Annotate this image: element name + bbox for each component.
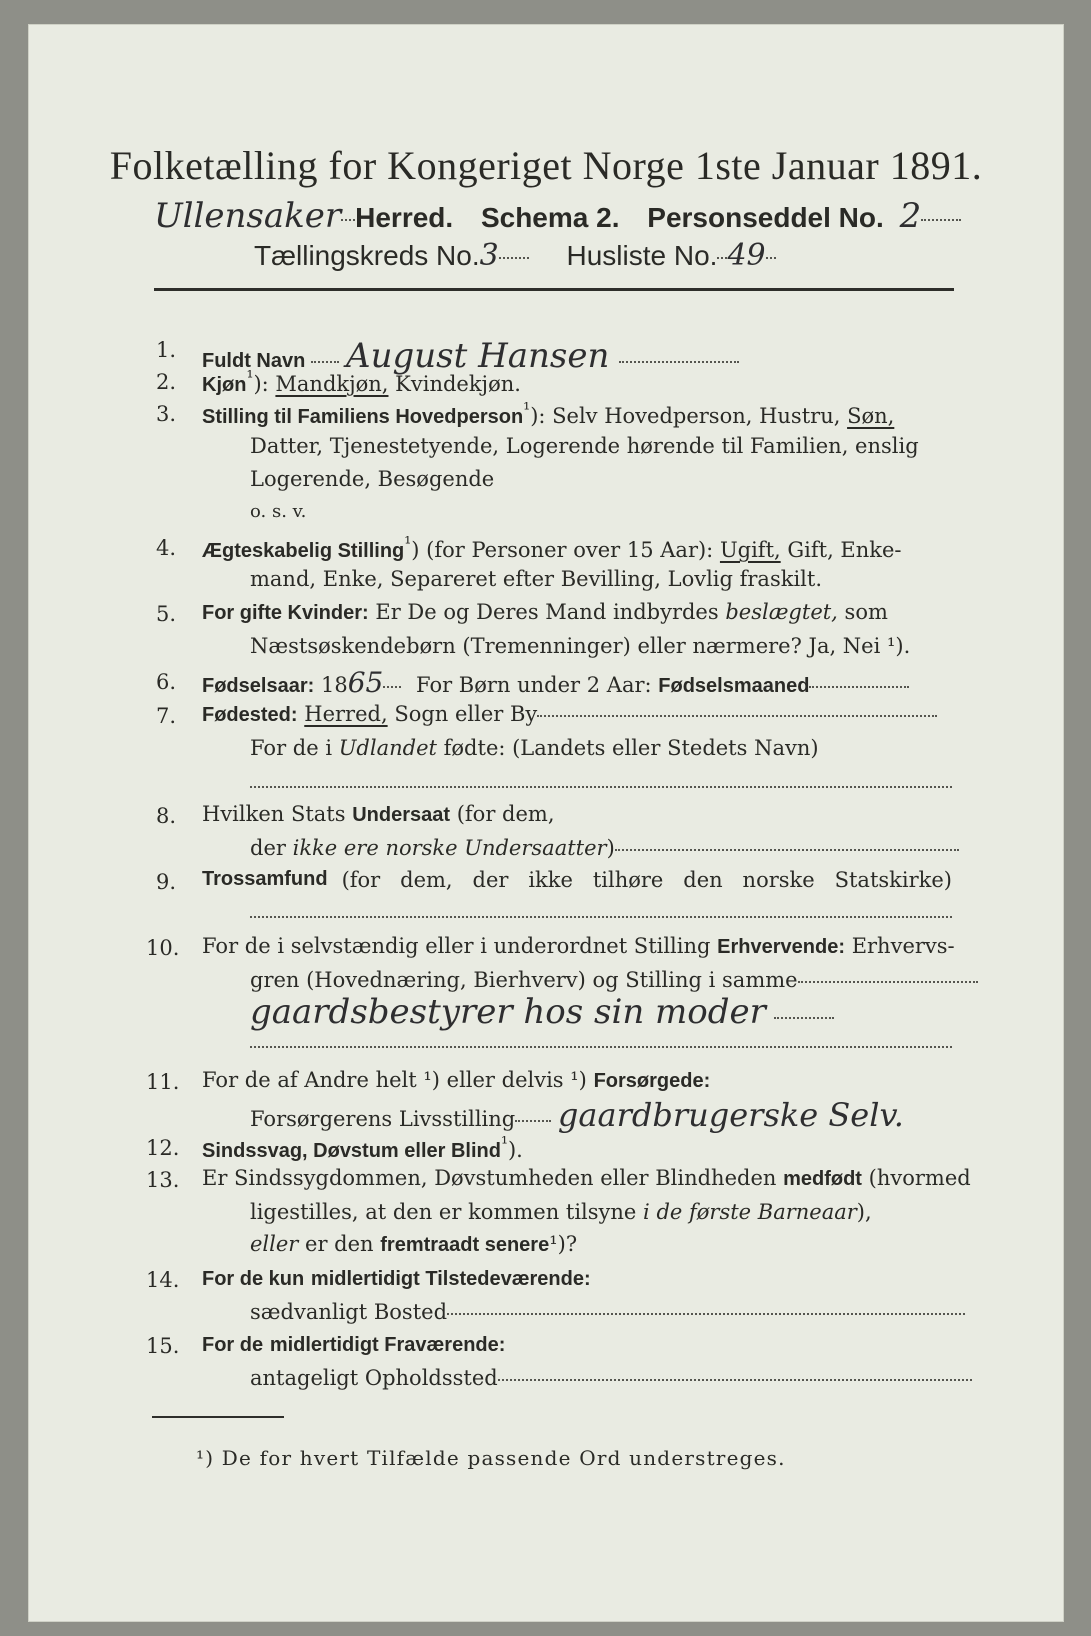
birthplace-line2-italic: Udlandet — [338, 736, 437, 760]
married-women-text: Er De og Deres Mand indbyrdes — [375, 600, 719, 624]
birthplace-line2-text: For de i — [250, 736, 333, 760]
dotted-leader — [499, 256, 529, 259]
married-women-label: For gifte Kvinder: — [202, 602, 369, 624]
citizenship-line2-end: ) — [606, 836, 615, 860]
later-onset-label: fremtraadt senere — [380, 1234, 550, 1256]
item-number: 5. — [155, 602, 176, 626]
item-number: 2. — [155, 370, 176, 394]
birth-year-label: Fødselsaar: — [202, 675, 315, 697]
citizenship-text: Hvilken Stats — [202, 802, 346, 826]
congenital-line3-end: ¹)? — [549, 1232, 578, 1256]
citizenship-label: Undersaat — [352, 804, 451, 826]
dotted-leader — [809, 685, 909, 688]
congenital-line3-italic: eller — [250, 1232, 299, 1256]
blank-answer-line — [250, 786, 952, 788]
birth-month-label: Fødselsmaaned — [658, 675, 810, 697]
family-position-line1 — [202, 400, 894, 429]
congenital-line2-italic: i de første Barneaar — [643, 1200, 857, 1224]
citizenship-text2: (for dem, — [456, 802, 555, 826]
kreds-label: Tællingskreds No. — [254, 240, 480, 271]
occupation-line1 — [202, 934, 955, 959]
birthplace-line2 — [250, 736, 819, 760]
religion-row — [202, 868, 952, 892]
family-position-line4: o. s. v. — [250, 501, 307, 522]
birthplace-line2-end: fødte: (Landets eller Stedets Navn) — [443, 736, 819, 760]
sex-option-male: Mandkjøn, — [275, 372, 389, 396]
footnote-rule — [152, 1416, 284, 1418]
birth-month-text: For Børn under 2 Aar: — [416, 673, 652, 697]
dotted-leader — [447, 1312, 965, 1315]
birth-year-value: 65 — [347, 666, 384, 699]
probable-stay-label: antageligt Opholdssted — [250, 1366, 498, 1390]
temporary-present-line2 — [250, 1300, 965, 1324]
full-name-value: August Hansen — [346, 336, 610, 376]
dotted-leader — [498, 1378, 972, 1381]
temporary-present-line1 — [202, 1266, 591, 1291]
dotted-leader — [383, 685, 401, 688]
married-women-line1 — [202, 600, 888, 625]
kreds-line — [254, 238, 776, 273]
family-position-selected: Søn, — [847, 404, 895, 428]
family-position-line3: Logerende, Besøgende — [250, 467, 495, 491]
married-women-line2: Næstsøskendebørn (Tremenninger) eller nærmere? Ja, Nei ¹). — [250, 634, 911, 658]
husliste-value: 49 — [727, 238, 766, 273]
disability-label: Sindssvag, Døvstum eller Blind — [202, 1140, 501, 1162]
census-form-page — [28, 24, 1064, 1622]
temporary-present-label: midlertidigt Tilstedeværende: — [310, 1268, 591, 1290]
marital-status-text: ) (for Personer over 15 Aar): — [411, 538, 714, 562]
congenital-line3-text: er den — [305, 1232, 374, 1256]
item-number: 3. — [155, 402, 176, 426]
congenital-line2-end: ), — [856, 1200, 872, 1224]
temporary-absent-line1 — [202, 1332, 505, 1357]
dotted-leader — [766, 256, 776, 259]
congenital-line2-text: ligestilles, at den er kommen tilsyne — [250, 1200, 637, 1224]
occupation-answer-row — [250, 992, 834, 1032]
dotted-leader — [619, 360, 739, 363]
temporary-absent-line2 — [250, 1366, 972, 1390]
birthplace-label: Fødested: — [202, 704, 298, 726]
footnote: ¹) De for hvert Tilfælde passende Ord understreges. — [196, 1446, 786, 1470]
item-number: 11. — [146, 1070, 180, 1094]
item-number: 14. — [146, 1268, 180, 1292]
item-number: 12. — [146, 1136, 180, 1160]
dotted-leader — [921, 218, 961, 221]
sex-row: Kjøn$^{^1}$): Mandkjøn, Kvindekjøn. — [202, 368, 521, 396]
herred-value: Ullensaker — [154, 196, 342, 236]
citizenship-line1 — [202, 802, 555, 827]
dependents-line1 — [202, 1068, 710, 1093]
item-number: 4. — [155, 536, 176, 560]
birthplace-selected: Herred, — [304, 702, 388, 726]
congenital-text: Er Sindssygdommen, Døvstumheden eller Blindheden — [202, 1166, 777, 1190]
full-name-label: Fuldt Navn — [202, 350, 306, 372]
family-position-line2: Datter, Tjenestetyende, Logerende hørende til Familien, enslig — [250, 434, 919, 458]
footnote-ref: ¹ — [246, 368, 254, 388]
usual-residence-label: sædvanligt Bosted — [250, 1300, 448, 1324]
temporary-absent-label: midlertidigt Fraværende: — [269, 1334, 506, 1356]
religion-label: Trossamfund — [202, 868, 328, 890]
item-number: 6. — [155, 670, 176, 694]
religion-text: (for dem, der ikke tilhøre den norske Statskirke) — [341, 868, 952, 892]
marital-status-label: Ægteskabelig Stilling — [202, 540, 405, 562]
blank-answer-line — [250, 916, 952, 918]
disability-end: ). — [507, 1138, 523, 1162]
dotted-leader — [537, 714, 937, 717]
dotted-leader — [798, 980, 978, 983]
personseddel-value: 2 — [899, 196, 922, 236]
congenital-label: medfødt — [783, 1168, 862, 1190]
supporter-occupation-value: gaardbrugerske Selv. — [557, 1096, 904, 1134]
birthplace-line1 — [202, 702, 937, 727]
form-title: Folketælling for Kongeriget Norge 1ste Januar 1891. — [109, 143, 983, 188]
herred-label: Herred. — [355, 202, 454, 233]
congenital-text-end: (hvormed — [868, 1166, 971, 1190]
herred-line — [154, 196, 961, 236]
temporary-absent-text: For de — [202, 1334, 264, 1356]
disability-row — [202, 1134, 523, 1163]
married-women-italic: beslægtet, — [725, 600, 838, 624]
dotted-leader — [774, 1016, 834, 1019]
dependents-label: Forsørgede: — [593, 1070, 711, 1092]
dotted-leader — [615, 848, 959, 851]
birth-year-row — [202, 666, 909, 699]
temporary-present-text: For de kun — [202, 1268, 305, 1290]
marital-status-line2: mand, Enke, Separeret efter Bevilling, Lovlig fraskilt. — [250, 567, 823, 591]
header-rule — [154, 288, 954, 291]
husliste-label: Husliste No. — [566, 240, 718, 271]
dotted-leader — [341, 218, 355, 221]
footnote-ref: ¹ — [404, 534, 412, 554]
sex-label: Kjøn — [202, 374, 247, 396]
occupation-value: gaardsbestyrer hos sin moder — [250, 992, 766, 1032]
citizenship-line2-text: der — [250, 836, 286, 860]
item-number: 1. — [155, 338, 176, 362]
occupation-line2-text: gren (Hovednæring, Bierhverv) og Stilling i samme — [250, 968, 798, 992]
footnote-ref: ¹ — [500, 1134, 508, 1154]
blank-answer-line — [250, 1046, 952, 1048]
footnote-ref: ¹ — [523, 400, 531, 420]
congenital-line2 — [250, 1200, 872, 1224]
dependents-text: For de af Andre helt ¹) eller delvis ¹) — [202, 1068, 587, 1092]
occupation-text: For de i selvstændig eller i underordnet Stilling — [202, 934, 711, 958]
sex-option-female: Kvindekjøn. — [395, 372, 521, 396]
marital-status-line1 — [202, 534, 902, 563]
item-number: 10. — [146, 936, 180, 960]
item-number: 13. — [146, 1168, 180, 1192]
birth-year-prefix: 18 — [320, 673, 348, 697]
family-position-label: Stilling til Familiens Hovedperson — [202, 406, 524, 428]
item-number: 7. — [155, 704, 176, 728]
dotted-leader — [515, 1119, 551, 1122]
marital-status-text-end: Gift, Enke- — [787, 538, 902, 562]
birthplace-text: Sogn eller By — [394, 702, 538, 726]
schema-label: Schema 2. — [480, 202, 620, 233]
kreds-value: 3 — [479, 238, 499, 273]
citizenship-line2 — [250, 836, 959, 860]
congenital-line1 — [202, 1166, 971, 1191]
dotted-leader — [717, 256, 727, 259]
item-number: 15. — [146, 1334, 180, 1358]
dependents-line2 — [250, 1096, 904, 1134]
supporter-occupation-label: Forsørgerens Livsstilling — [250, 1107, 516, 1131]
occupation-label: Erhvervende: — [717, 936, 845, 958]
married-women-text-end: som — [844, 600, 888, 624]
family-position-text: ): Selv Hovedperson, Hustru, — [530, 404, 841, 428]
congenital-line3 — [250, 1232, 577, 1257]
personseddel-label: Personseddel No. — [647, 202, 884, 233]
item-number: 8. — [155, 804, 176, 828]
occupation-line2 — [250, 968, 978, 992]
occupation-text2: Erhvervs- — [851, 934, 955, 958]
item-number: 9. — [155, 870, 176, 894]
marital-status-selected: Ugift, — [719, 538, 781, 562]
dotted-leader — [311, 360, 339, 363]
citizenship-line2-italic: ikke ere norske Undersaatter — [292, 836, 607, 860]
